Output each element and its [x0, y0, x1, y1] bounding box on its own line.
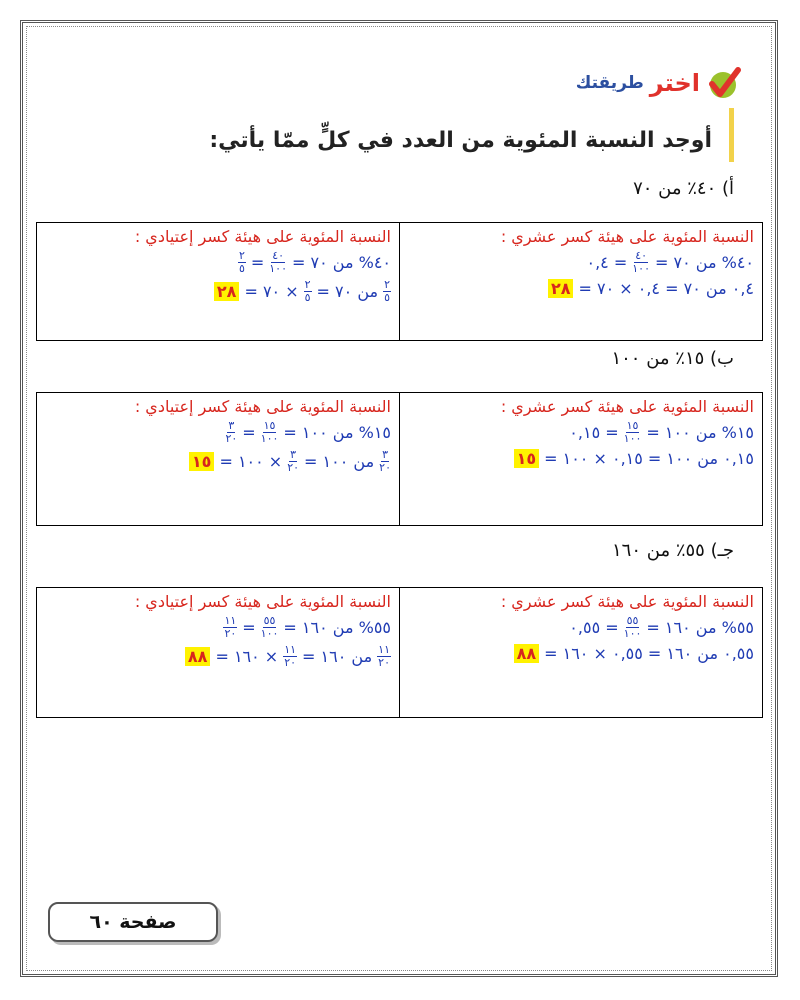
part-b-table	[36, 392, 763, 526]
fraction-line-1: ٥٥% من ١٦٠ = $\frac{٥٥}{١٠٠}$ = $\frac{١١}{٢٠}$	[224, 614, 391, 640]
fraction-method-cell	[37, 588, 400, 718]
part-c-label: جـ) ٥٥٪ من ١٦٠	[612, 540, 734, 561]
decimal-line-2: ٠,٥٥ من ١٦٠ = ٠,٥٥ × ١٦٠ = ٨٨	[408, 644, 754, 663]
checkmark-icon	[706, 66, 740, 100]
fraction-line-1: ١٥% من ١٠٠ = $\frac{١٥}{١٠٠}$ = $\frac{٣}{٢٠}$	[225, 419, 391, 445]
instruction-text: أوجد النسبة المئوية من العدد في كلٍّ ممّا يأتي:	[209, 128, 712, 153]
decimal-method-cell	[400, 588, 763, 718]
header-title-blue: طريقتك	[575, 73, 644, 93]
fraction-heading: النسبة المئوية على هيئة كسر إعتيادي :	[134, 592, 391, 611]
answer-highlight: ١٥	[189, 452, 215, 471]
fraction-heading: النسبة المئوية على هيئة كسر إعتيادي :	[134, 227, 391, 246]
part-b-label: ب) ١٥٪ من ١٠٠	[611, 348, 734, 369]
decimal-line-1: ٥٥% من ١٦٠ = $\frac{٥٥}{١٠٠}$ = ٠,٥٥	[569, 614, 754, 640]
fraction-line-2: $\frac{٣}{٢٠}$ من ١٠٠ = $\frac{٣}{٢٠}$ × ١٠٠ = ١٥	[45, 449, 391, 474]
header-accent-bar	[729, 108, 734, 162]
fraction-heading: النسبة المئوية على هيئة كسر إعتيادي :	[134, 397, 391, 416]
page-number-badge: صفحة ٦٠	[48, 902, 218, 942]
answer-highlight: ٨٨	[185, 647, 211, 666]
answer-highlight: ٢٨	[548, 279, 574, 298]
part-a-table	[36, 222, 763, 341]
decimal-heading: النسبة المئوية على هيئة كسر عشري :	[500, 397, 754, 416]
decimal-heading: النسبة المئوية على هيئة كسر عشري :	[500, 227, 754, 246]
fraction-line-2: $\frac{١١}{٢٠}$ من ١٦٠ = $\frac{١١}{٢٠}$ × ١٦٠ = ٨٨	[45, 644, 391, 669]
decimal-line-2: ٠,١٥ من ١٠٠ = ٠,١٥ × ١٠٠ = ١٥	[408, 449, 754, 468]
fraction-line-1: ٤٠% من ٧٠ = $\frac{٤٠}{١٠٠}$ = $\frac{٢}{٥}$	[238, 249, 391, 275]
part-a-label: أ) ٤٠٪ من ٧٠	[633, 178, 734, 199]
decimal-method-cell	[400, 393, 763, 526]
fraction-method-cell	[37, 393, 400, 526]
decimal-line-1: ٤٠% من ٧٠ = $\frac{٤٠}{١٠٠}$ = ٠,٤	[586, 249, 754, 275]
decimal-line-1: ١٥% من ١٠٠ = $\frac{١٥}{١٠٠}$ = ٠,١٥	[569, 419, 754, 445]
answer-highlight: ١٥	[514, 449, 540, 468]
answer-highlight: ٢٨	[214, 282, 240, 301]
answer-highlight: ٨٨	[514, 644, 540, 663]
section-header	[576, 66, 740, 100]
part-c-table	[36, 587, 763, 718]
decimal-line-2: ٠,٤ من ٧٠ = ٠,٤ × ٧٠ = ٢٨	[408, 279, 754, 298]
fraction-method-cell	[37, 223, 400, 341]
decimal-method-cell	[400, 223, 763, 341]
header-title-red: اختر	[649, 69, 700, 97]
fraction-line-2: $\frac{٢}{٥}$ من ٧٠ = $\frac{٢}{٥}$ × ٧٠ = ٢٨	[45, 279, 391, 304]
decimal-heading: النسبة المئوية على هيئة كسر عشري :	[500, 592, 754, 611]
